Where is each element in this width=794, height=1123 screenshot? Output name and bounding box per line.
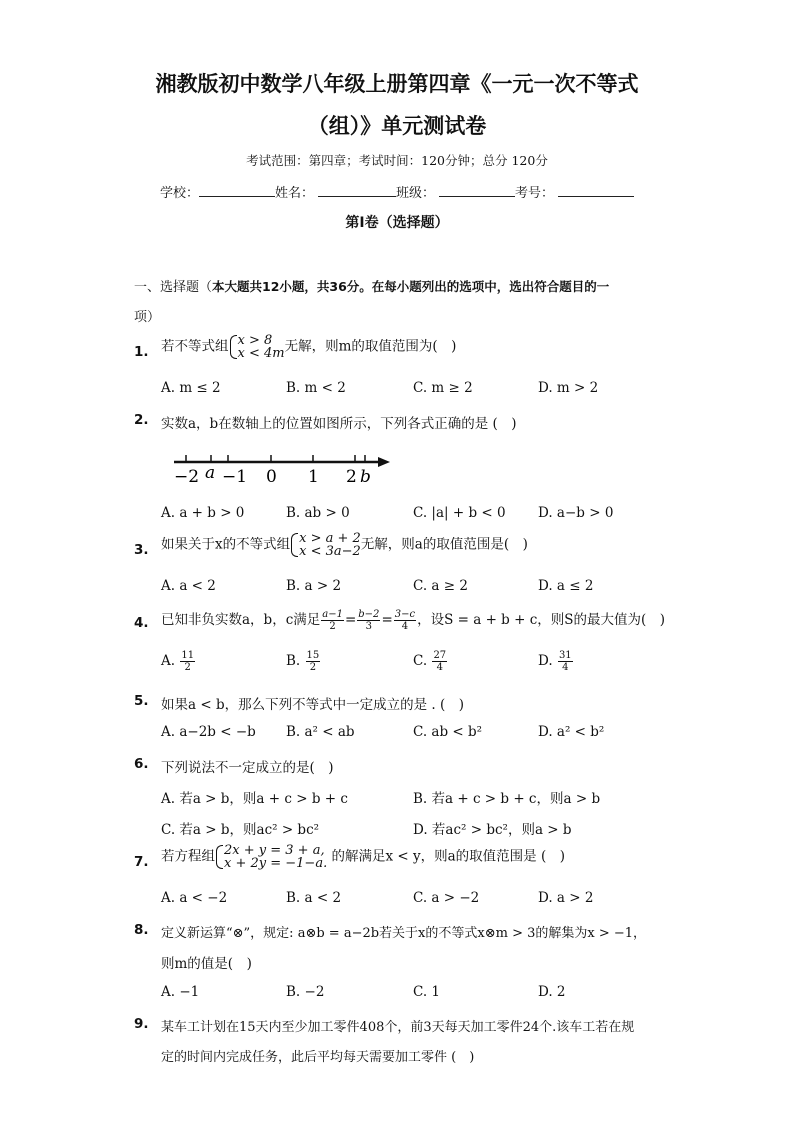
q3-system — [290, 532, 361, 558]
q2-number-line — [168, 448, 398, 488]
q8-option-d[interactable]: D. 2 — [538, 984, 566, 1000]
q3-option-c[interactable]: C. a ≥ 2 — [413, 578, 468, 594]
q5-option-b[interactable]: B. a² < ab — [286, 724, 355, 740]
q4-stem: 已知非负实数a，b，c满足 $\frac{a-1}{2}$ = $\frac{b-2}{3}$ = $\frac{3-c}{4}$ ，设S = a + b + c，则S的最大值为( ) — [161, 609, 666, 632]
q7-sys-bottom: x + 2y = −1−a. — [224, 856, 328, 871]
school-label: 学校： — [160, 186, 200, 201]
q1-system — [229, 334, 285, 360]
q4-b-den: 2 — [309, 662, 317, 673]
page-title-line2: （组）》单元测试卷 — [307, 114, 487, 138]
q1-sys-top: x > 8 — [237, 333, 273, 348]
q1-option-b[interactable]: B. m < 2 — [286, 380, 346, 396]
q1-option-d[interactable]: D. m > 2 — [538, 380, 599, 396]
name-label: 姓名： — [275, 186, 315, 201]
q3-stem — [161, 532, 528, 558]
q4-frac2-num: b−2 — [358, 609, 380, 620]
q6-option-a[interactable]: A. 若a > b，则a + c > b + c — [161, 791, 348, 807]
q4-pre: 已知非负实数a，b，c满足 — [161, 612, 321, 628]
q4-b-label: B. — [286, 653, 301, 669]
q4-frac1-num: a−1 — [322, 609, 343, 620]
section-intro-prefix: 一、选择题（ — [134, 280, 213, 295]
label-b: b — [360, 467, 371, 487]
q1-sys-bottom: x < 4m — [237, 346, 285, 361]
q6-option-b[interactable]: B. 若a + c > b + c，则a > b — [413, 791, 601, 807]
q8-option-c[interactable]: C. 1 — [413, 984, 441, 1000]
q7-number: 7. — [134, 854, 149, 870]
q9-stem: 某车工计划在15天内至少加工零件408个，前3天每天加工零件24个.该车工若在规 — [161, 1020, 635, 1035]
q4-b-num: 15 — [306, 650, 320, 661]
q9-stem-line2: 定的时间内完成任务，此后平均每天需要加工零件 ( ) — [161, 1050, 475, 1065]
q2-option-d[interactable]: D. a−b > 0 — [538, 505, 614, 521]
school-blank[interactable] — [199, 184, 275, 197]
q2-option-b[interactable]: B. ab > 0 — [286, 505, 350, 521]
q4-a-num: 11 — [181, 650, 195, 661]
q4-d-den: 4 — [562, 662, 569, 673]
section-intro-line2: 项） — [134, 310, 161, 325]
label-1: 1 — [308, 467, 319, 487]
label-minus2: −2 — [174, 467, 200, 487]
q3-post: 无解，则a的取值范围是( ) — [360, 536, 528, 553]
exam-no-blank[interactable] — [558, 184, 634, 197]
q4-d-label: D. — [538, 653, 553, 669]
q6-number: 6. — [134, 756, 149, 772]
q7-stem — [161, 844, 565, 870]
q6-stem: 下列说法不一定成立的是( ) — [161, 760, 334, 776]
label-2: 2 — [346, 467, 357, 487]
q3-number: 3. — [134, 542, 149, 558]
q3-pre: 如果关于x的不等式组 — [161, 536, 291, 553]
q7-option-a[interactable]: A. a < −2 — [161, 890, 228, 906]
q4-frac3 — [394, 609, 416, 632]
q7-option-b[interactable]: B. a < 2 — [286, 890, 342, 906]
q4-frac3-num: 3−c — [394, 609, 416, 620]
q2-option-a[interactable]: A. a + b > 0 — [161, 505, 245, 521]
q4-a-frac — [180, 650, 195, 673]
q7-post: 的解满足x < y，则a的取值范围是 ( ) — [327, 848, 566, 865]
q4-frac1-den: 2 — [329, 621, 336, 632]
section-title: 第I卷（选择题） — [345, 215, 449, 231]
q4-frac2-den: 3 — [365, 621, 373, 632]
q4-frac2 — [357, 609, 380, 632]
q1-number: 1. — [134, 344, 149, 360]
q5-option-d[interactable]: D. a² < b² — [538, 724, 605, 740]
q3-option-d[interactable]: D. a ≤ 2 — [538, 578, 594, 594]
q2-stem: 实数a，b在数轴上的位置如图所示，下列各式正确的是 ( ) — [161, 416, 517, 432]
label-minus1: −1 — [222, 467, 248, 487]
q1-post: 无解，则m的取值范围为( ) — [284, 338, 457, 355]
section-intro — [134, 276, 609, 295]
q8-option-a[interactable]: A. −1 — [161, 984, 200, 1000]
page-title-line1: 湘教版初中数学八年级上册第四章《一元一次不等式 — [155, 72, 639, 96]
q4-c-frac — [432, 650, 447, 673]
q4-option-a[interactable] — [161, 650, 196, 673]
section-intro-bold: 本大题共12小题，共36分。在每小题列出的选项中，选出符合题目的一 — [212, 279, 610, 294]
name-blank[interactable] — [318, 184, 396, 197]
q3-option-a[interactable]: A. a < 2 — [161, 578, 216, 594]
q5-option-c[interactable]: C. ab < b² — [413, 724, 483, 740]
q6-option-d[interactable]: D. 若ac² > bc²，则a > b — [413, 822, 572, 838]
q3-option-b[interactable]: B. a > 2 — [286, 578, 342, 594]
q2-number: 2. — [134, 412, 149, 428]
q4-d-frac — [558, 650, 573, 673]
q4-post: ，设S = a + b + c，则S的最大值为( ) — [417, 612, 666, 628]
q4-d-num: 31 — [558, 650, 572, 661]
q5-number: 5. — [134, 693, 149, 709]
q8-option-b[interactable]: B. −2 — [286, 984, 325, 1000]
q8-number: 8. — [134, 922, 149, 938]
q5-stem: 如果a < b，那么下列不等式中一定成立的是 . ( ) — [161, 697, 464, 713]
q1-pre: 若不等式组 — [161, 338, 229, 355]
exam-no-label: 考号： — [515, 186, 555, 201]
q4-frac1 — [321, 609, 344, 632]
q4-option-b[interactable] — [286, 650, 321, 673]
q4-c-num: 27 — [433, 650, 447, 661]
class-blank[interactable] — [439, 184, 515, 197]
q4-c-label: C. — [413, 653, 428, 669]
q2-option-c[interactable]: C. |a| + b < 0 — [413, 505, 506, 521]
q7-pre: 若方程组 — [161, 848, 215, 865]
q6-option-c[interactable]: C. 若a > b，则ac² > bc² — [161, 822, 320, 838]
q3-sys-top: x > a + 2 — [299, 531, 361, 546]
q1-option-a[interactable]: A. m ≤ 2 — [161, 380, 221, 396]
q7-system — [215, 844, 327, 870]
q9-number: 9. — [134, 1016, 149, 1032]
q7-sys-top: 2x + y = 3 + a, — [224, 843, 325, 858]
q4-b-frac — [306, 650, 321, 673]
number-line-arrow — [378, 457, 390, 467]
q4-a-label: A. — [161, 653, 176, 669]
q4-c-den: 4 — [436, 662, 443, 673]
q4-option-d[interactable] — [538, 650, 574, 673]
q1-stem — [161, 334, 456, 360]
q4-frac3-den: 4 — [401, 621, 409, 632]
q7-option-d[interactable]: D. a > 2 — [538, 890, 594, 906]
class-label: 班级： — [396, 186, 436, 201]
q7-option-c[interactable]: C. a > −2 — [413, 890, 480, 906]
q1-option-c[interactable]: C. m ≥ 2 — [413, 380, 473, 396]
q8-stem-line2: 则m的值是( ) — [161, 956, 252, 972]
q3-sys-bottom: x < 3a−2 — [299, 544, 361, 559]
q4-option-c[interactable] — [413, 650, 448, 673]
label-0: 0 — [266, 467, 277, 487]
q8-stem: 定义新运算“⊗”，规定: a⊗b = a−2b若关于x的不等式x⊗m > 3的解集为x > −1， — [161, 926, 647, 941]
exam-info: 考试范围：第四章；考试时间：120分钟；总分 120分 — [246, 153, 548, 168]
label-a: a — [205, 463, 216, 483]
q5-option-a[interactable]: A. a−2b < −b — [161, 724, 256, 740]
q4-a-den: 2 — [184, 662, 191, 673]
student-info-row — [160, 182, 634, 201]
q4-number: 4. — [134, 615, 149, 631]
